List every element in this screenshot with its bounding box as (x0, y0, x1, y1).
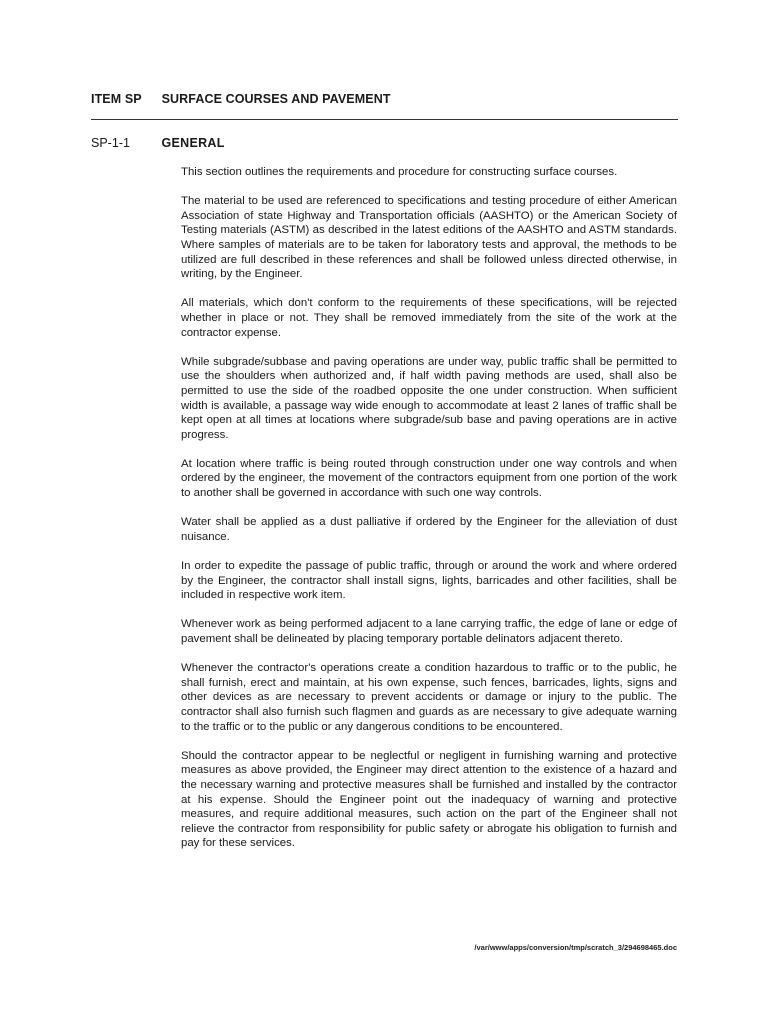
paragraph: Should the contractor appear to be neglectful or negligent in furnishing warning and protective measures as above provided, the Engineer may direct attention to the existence of a hazard and the necessary warning and protective measures shall be furnished and installed by the contractor at his expense. Should the Engineer point out the inadequacy of warning and protective measures, and require additional measures, such action on the part of the Engineer shall not relieve the contractor from responsibility for public safety or abrogate his obligation to furnish and pay for these services. (181, 749, 677, 850)
item-code: ITEM SP (91, 92, 142, 106)
paragraph: This section outlines the requirements and procedure for constructing surface courses. (181, 166, 618, 178)
paragraph: Whenever the contractor's operations create a condition hazardous to traffic or to the public, he shall furnish, erect and maintain, at his own expense, such fences, barricades, lights, signs and other devices as are necessary to prevent accidents or damage or injury to the public. The contractor shall also furnish such flagmen and guards as are necessary to give adequate warning to the traffic or to the public or any dangerous conditions to be encountered. (181, 662, 677, 733)
paragraph: Water shall be applied as a dust palliative if ordered by the Engineer for the alleviation of dust nuisance. (181, 516, 677, 543)
paragraph: All materials, which don't conform to the requirements of these specifications, will be rejected whether in place or not. They shall be removed immediately from the site of the work at the contractor expense. (181, 297, 677, 339)
paragraph: Whenever work as being performed adjacent to a lane carrying traffic, the edge of lane or edge of pavement shall be delineated by placing temporary portable delinators adjacent thereto. (181, 618, 677, 645)
item-heading (91, 92, 391, 106)
paragraph: In order to expedite the passage of public traffic, through or around the work and where ordered by the Engineer, the contractor shall install signs, lights, barricades and other facilities, shall be included in respective work item. (181, 560, 677, 602)
paragraph: While subgrade/subbase and paving operations are under way, public traffic shall be permitted to use the shoulders when authorized and, if half width paving methods are used, shall also be permitted to use the side of the roadbed opposite the one under construction. When sufficient width is available, a passage way wide enough to accommodate at least 2 lanes of traffic shall be kept open at all times at locations where subgrade/sub base and paving operations are in active progress. (181, 355, 677, 441)
section-body (181, 165, 677, 866)
paragraph: At location where traffic is being routed through construction under one way controls and when ordered by the engineer, the movement of the contractors equipment from one portion of the work to another shall be governed in accordance with such one way controls. (181, 457, 677, 500)
section-heading (91, 136, 225, 150)
section-number: SP-1-1 (91, 136, 130, 150)
item-title: SURFACE COURSES AND PAVEMENT (161, 92, 391, 106)
footer-file-path: /var/www/apps/conversion/tmp/scratch_3/294698465.doc (474, 943, 677, 952)
section-title: GENERAL (161, 136, 225, 150)
paragraph: The material to be used are referenced to specifications and testing procedure of either American Association of state Highway and Transportation officials (AASHTO) or the American Society of Testing materials (ASTM) as described in the latest editions of the AASHTO and ASTM standards. Where samples of materials are to be taken for laboratory tests and approval, the methods to be utilized are full described in these references and shall be followed unless directed otherwise, in writing, by the Engineer. (181, 195, 677, 281)
heading-divider (91, 119, 678, 120)
